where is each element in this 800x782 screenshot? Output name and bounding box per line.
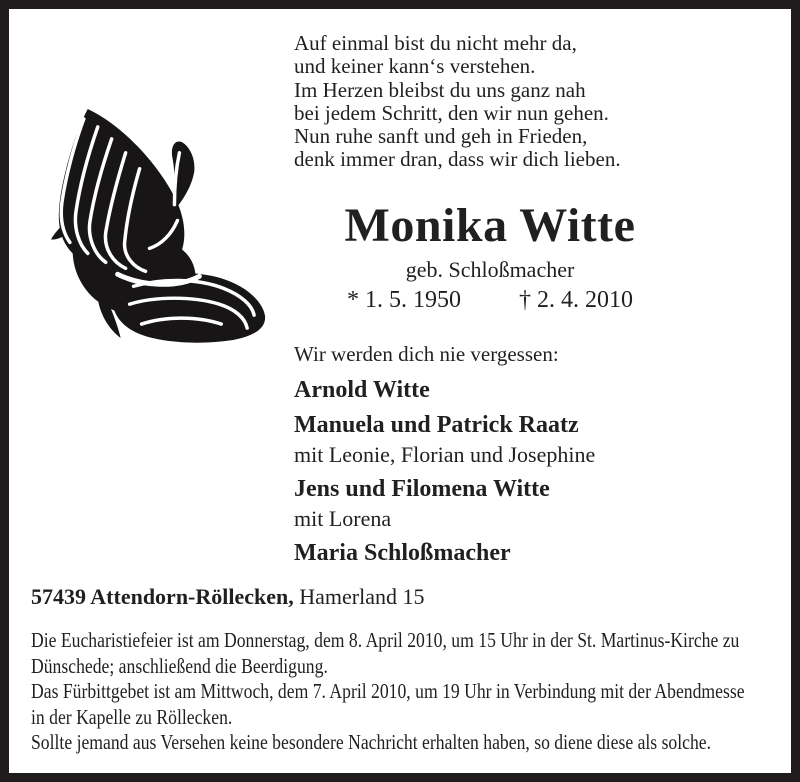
- mourner-name: Jens und Filomena Witte: [294, 476, 550, 502]
- mourners-list: [294, 375, 595, 573]
- poem-line: denk immer dran, dass wir dich lieben.: [294, 147, 621, 172]
- mourner-entry: [294, 410, 595, 469]
- funeral-detail-line: in der Kapelle zu Röllecken.: [31, 704, 233, 729]
- life-dates: [284, 285, 696, 315]
- maiden-name: geb. Schloßmacher: [405, 257, 575, 282]
- address-city: 57439 Attendorn-Röllecken,: [31, 584, 294, 609]
- address-street: Hamerland 15: [299, 584, 425, 609]
- poem-line: und keiner kann‘s verstehen.: [294, 54, 536, 79]
- mourner-name: Arnold Witte: [294, 377, 430, 403]
- birth-date: * 1. 5. 1950: [347, 287, 461, 313]
- mourner-entry: [294, 474, 595, 533]
- poem-line: Nun ruhe sanft und geh in Frieden,: [294, 124, 588, 149]
- funeral-details: [31, 628, 791, 756]
- memorial-poem: [294, 32, 621, 172]
- funeral-detail-line: Sollte jemand aus Versehen keine besondere Nachricht erhalten haben, so diene diese als solche.: [31, 730, 712, 755]
- funeral-detail-line: Die Eucharistiefeier ist am Donnerstag, dem 8. April 2010, um 15 Uhr in der St. Martinus-Kirche zu: [31, 628, 740, 652]
- mourner-children: mit Lorena: [294, 506, 392, 531]
- mourner-children: mit Leonie, Florian und Josephine: [294, 442, 596, 467]
- farewell-line: Wir werden dich nie vergessen:: [294, 342, 559, 366]
- mourner-name: Manuela und Patrick Raatz: [294, 412, 579, 438]
- deceased-name: Monika Witte: [344, 199, 636, 252]
- mourner-entry: [294, 538, 595, 568]
- poem-line: Im Herzen bleibst du uns ganz nah: [294, 77, 586, 102]
- funeral-detail-line: Dünschede; anschließend die Beerdigung.: [31, 653, 328, 678]
- mourner-entry: [294, 375, 595, 405]
- address-line: [31, 583, 425, 611]
- poem-line: bei jedem Schritt, den wir nun gehen.: [294, 100, 609, 125]
- funeral-detail-line: Das Fürbittgebet ist am Mittwoch, dem 7. April 2010, um 19 Uhr in Verbindung mit der Abendmesse: [31, 679, 745, 704]
- death-date: † 2. 4. 2010: [519, 287, 633, 313]
- poem-line: Auf einmal bist du nicht mehr da,: [294, 31, 577, 55]
- mourner-name: Maria Schloßmacher: [294, 540, 511, 566]
- praying-hands-icon: [43, 101, 273, 345]
